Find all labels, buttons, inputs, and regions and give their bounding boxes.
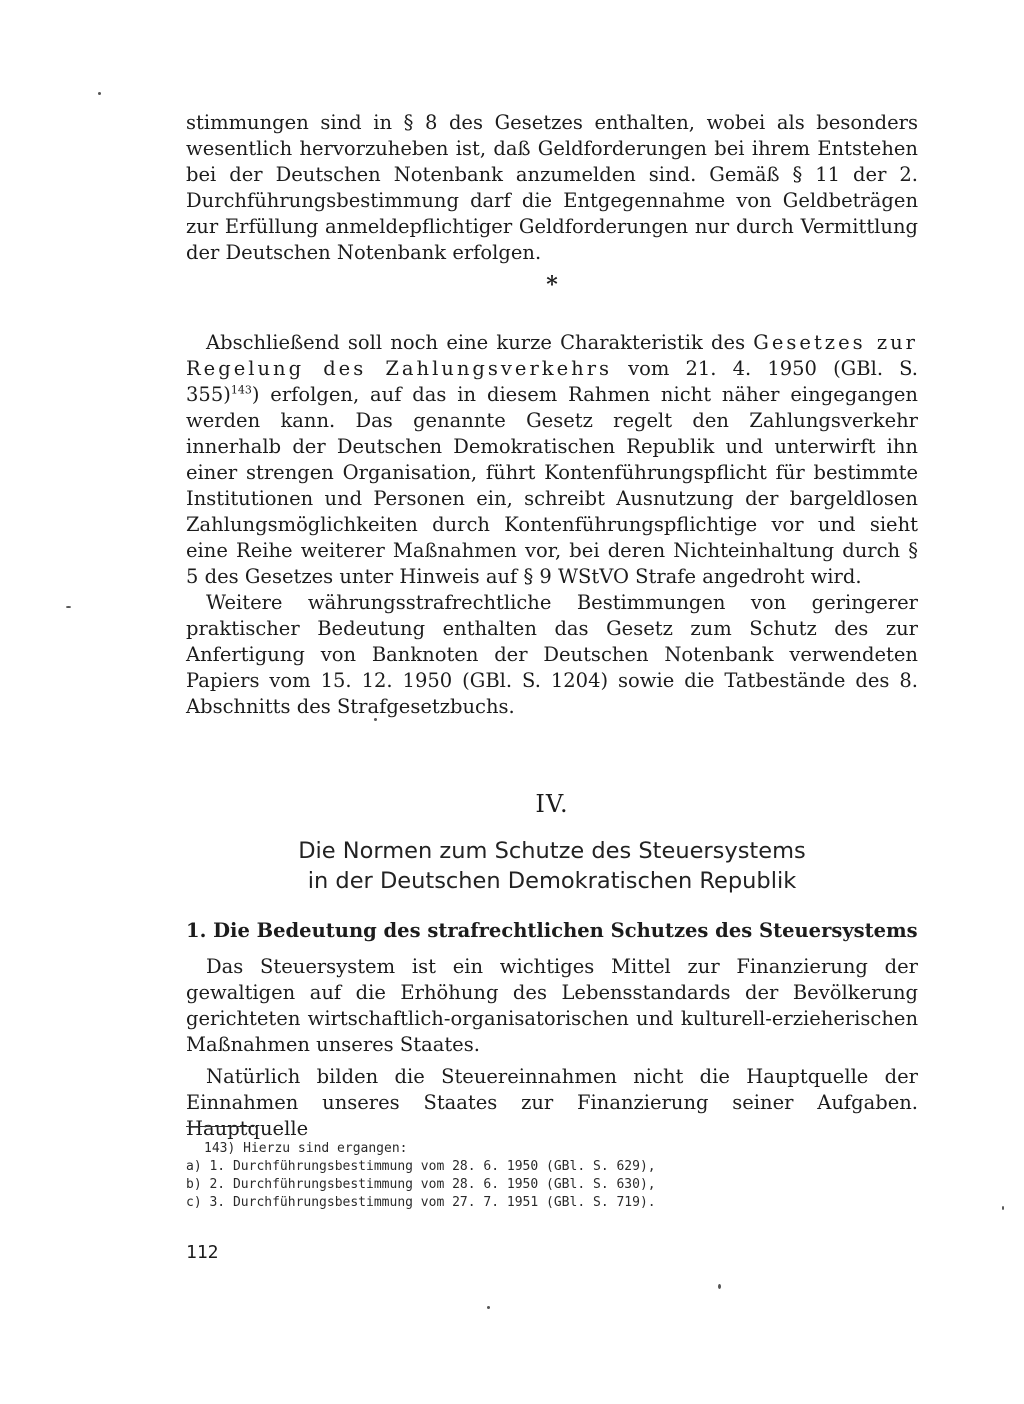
text-body: ) erfolgen, auf das in diesem Rahmen nicht näher eingegangen werden kann. Das genannte Gesetz regelt den Zahlungsverkehr innerhalb der Deutschen Demokratischen Republik und unterwirft ihn einer strengen Organisation, führt Kontenführungspflicht für bestimmte Institutionen und Personen ein, schreibt Ausnutzung der bargeldlosen Zahlungsmöglichkeiten durch Kontenführungspflichtige vor und sieht eine Reihe weiterer Maßnahmen vor, bei deren Nichteinhaltung durch § 5 des Gesetzes unter Hinweis auf § 9 WStVO Strafe angedroht wird. (186, 383, 918, 588)
footnote-item: c) 3. Durchführungsbestimmung vom 27. 7. 1951 (GBl. S. 719). (186, 1195, 656, 1210)
scan-speck (487, 1306, 490, 1309)
paragraph-payment-law (186, 330, 918, 590)
scan-speck (374, 718, 377, 721)
scan-speck (1002, 1206, 1004, 1210)
footnote-item: a) 1. Durchführungsbestimmung vom 28. 6. 1950 (GBl. S. 629), (186, 1159, 656, 1174)
chapter-title (186, 836, 918, 896)
paragraph-continuation: stimmungen sind in § 8 des Gesetzes enthalten, wobei als besonders wesentlich hervorzuheben ist, daß Geldforderungen bei ihrem Entstehen bei der Deutschen Notenbank anzumelden sind. Gemäß § 11 der 2. Durchführungsbestimmung darf die Entgegennahme von Geldbeträgen zur Erfüllung anmeldepflichtiger Geldforderungen nur durch Vermittlung der Deutschen Notenbank erfolgen. (186, 111, 918, 264)
chapter-number: IV. (535, 790, 569, 818)
section-heading: 1. Die Bedeutung des strafrechtlichen Schutzes des Steuersystems (186, 919, 918, 942)
chapter-title-line-2: in der Deutschen Demokratischen Republik (307, 868, 797, 894)
paragraph-other-provisions: Weitere währungsstrafrechtliche Bestimmungen von geringerer praktischer Bedeutung enthalten das Gesetz zum Schutz des zur Anfertigung von Banknoten der Deutschen Notenbank verwendeten Papiers vom 15. 12. 1950 (GBl. S. 1204) sowie die Tatbestände des 8. Abschnitts des Strafgesetzbuchs. (186, 591, 918, 718)
footnote-item: b) 2. Durchführungsbestimmung vom 28. 6. 1950 (GBl. S. 630), (186, 1177, 656, 1192)
text-date: vom 21. 4. 1950 (GBl. S. 355) (186, 357, 918, 406)
section-paragraph-2: Natürlich bilden die Steuereinnahmen nicht die Hauptquelle der Einnahmen unseres Staates zur Finanzierung seiner Aufgaben. Hauptquelle (186, 1065, 918, 1140)
asterisk-separator: * (546, 272, 558, 298)
page-number: 112 (186, 1242, 219, 1263)
scan-speck (98, 92, 101, 95)
chapter-title-line-1: Die Normen zum Schutze des Steuersystems (298, 838, 806, 864)
law-title-spaced: Gesetzes zur Regelung des Zahlungsverkehrs (186, 331, 918, 380)
footnotes (186, 1140, 786, 1212)
footnote-reference: 143 (230, 383, 252, 397)
footnote-lead: 143) Hierzu sind ergangen: (204, 1141, 408, 1156)
paragraph-block-3 (186, 590, 918, 720)
scan-speck (66, 606, 71, 608)
section-body (186, 954, 918, 1142)
text-intro: Abschließend soll noch eine kurze Charakteristik des (206, 331, 754, 354)
paragraph-block-1 (186, 110, 918, 266)
section-paragraph-1: Das Steuersystem ist ein wichtiges Mittel zur Finanzierung der gewaltigen auf die Erhöhung des Lebensstandards der Bevölkerung gerichteten wirtschaftlich-organisatorischen und kulturell-erzieherischen Maßnahmen unseres Staates. (186, 955, 918, 1056)
scan-speck (718, 1284, 721, 1289)
footnote-divider (186, 1126, 254, 1127)
paragraph-block-2 (186, 330, 918, 590)
